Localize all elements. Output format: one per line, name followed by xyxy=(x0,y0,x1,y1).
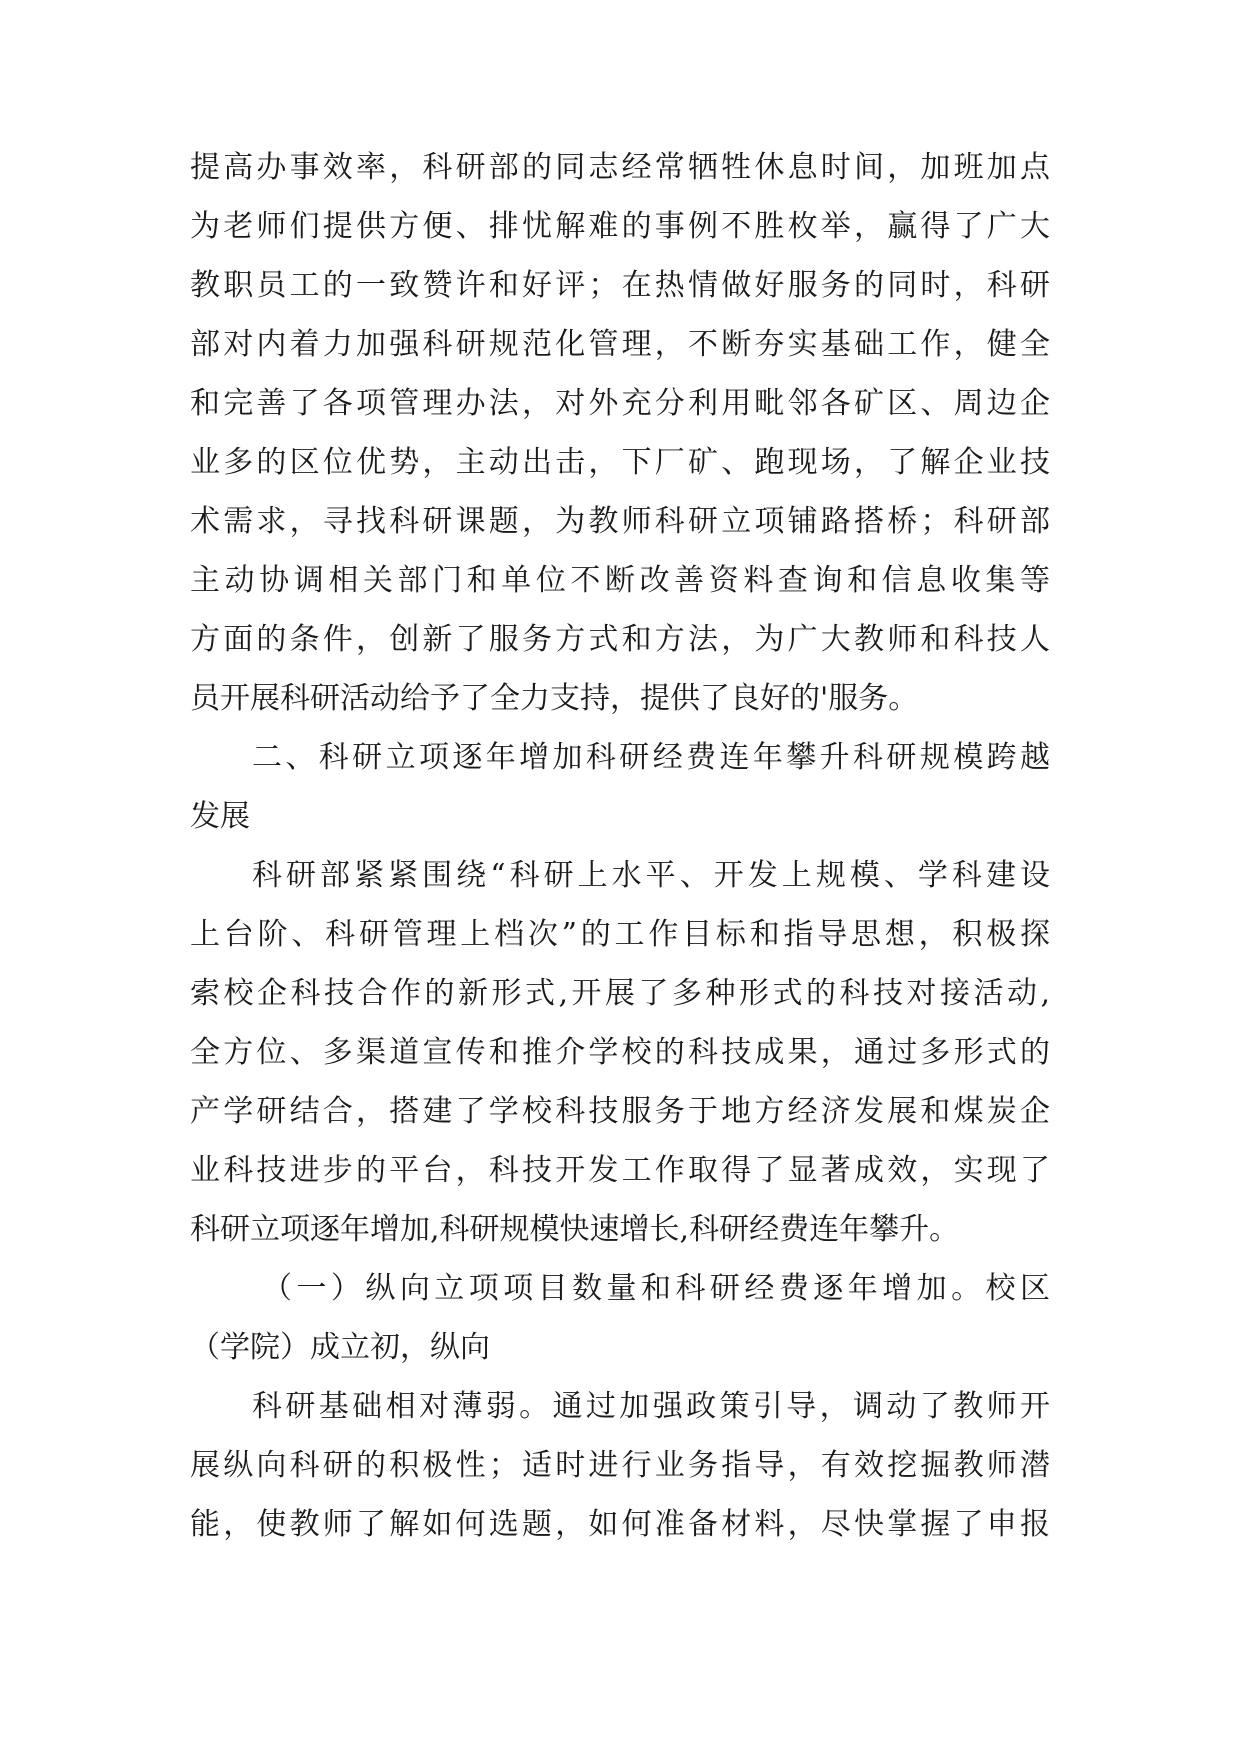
text-line: 索校企科技合作的新形式,开展了多种形式的科技对接活动, xyxy=(190,976,1050,1011)
heading-line: 发展 xyxy=(190,799,250,834)
text-line: 上台阶、科研管理上档次”的工作目标和指导思想，积极探 xyxy=(190,917,1050,952)
subsection-heading xyxy=(190,1259,1050,1377)
text-line: 能，使教师了解如何选题，如何准备材料，尽快掌握了申报 xyxy=(190,1507,1050,1542)
text-line: 和完善了各项管理办法，对外充分利用毗邻各矿区、周边企 xyxy=(190,386,1050,421)
text-line: 为老师们提供方便、排忧解难的事例不胜枚举，赢得了广大 xyxy=(190,209,1050,244)
paragraph-cooperation xyxy=(190,846,1050,1259)
text-line: 术需求，寻找科研课题，为教师科研立项铺路搭桥；科研部 xyxy=(190,504,1050,539)
text-line: 科研基础相对薄弱。通过加强政策引导，调动了教师开 xyxy=(252,1389,1050,1424)
paragraph-service xyxy=(190,138,1050,728)
text-line: 科研立项逐年增加,科研规模快速增长,科研经费连年攀升。 xyxy=(190,1212,960,1247)
text-line: 方面的条件，创新了服务方式和方法，为广大教师和科技人 xyxy=(190,622,1050,657)
text-line: 部对内着力加强科研规范化管理，不断夯实基础工作，健全 xyxy=(190,327,1050,362)
text-line: 展纵向科研的积极性；适时进行业务指导，有效挖掘教师潜 xyxy=(190,1448,1050,1483)
heading-line: 二、科研立项逐年增加科研经费连年攀升科研规模跨越 xyxy=(252,740,1050,775)
text-line: 提高办事效率，科研部的同志经常牺牲休息时间，加班加点 xyxy=(190,150,1050,185)
text-line: 全方位、多渠道宣传和推介学校的科技成果，通过多形式的 xyxy=(190,1035,1050,1070)
text-line: 科研部紧紧围绕“科研上水平、开发上规模、学科建设 xyxy=(252,858,1050,893)
paragraph-vertical-research xyxy=(190,1377,1050,1554)
heading-line: （一）纵向立项项目数量和科研经费逐年增加。校区 xyxy=(262,1271,1050,1306)
text-line: 员开展科研活动给予了全力支持，提供了良好的'服务。 xyxy=(190,681,919,716)
text-line: 业科技进步的平台，科技开发工作取得了显著成效，实现了 xyxy=(190,1153,1050,1188)
text-line: 产学研结合，搭建了学校科技服务于地方经济发展和煤炭企 xyxy=(190,1094,1050,1129)
text-line: 教职员工的一致赞许和好评；在热情做好服务的同时，科研 xyxy=(190,268,1050,303)
heading-line: （学院）成立初，纵向 xyxy=(190,1330,490,1365)
text-line: 业多的区位优势，主动出击，下厂矿、跑现场，了解企业技 xyxy=(190,445,1050,480)
text-line: 主动协调相关部门和单位不断改善资料查询和信息收集等 xyxy=(190,563,1050,598)
section-heading xyxy=(190,728,1050,846)
